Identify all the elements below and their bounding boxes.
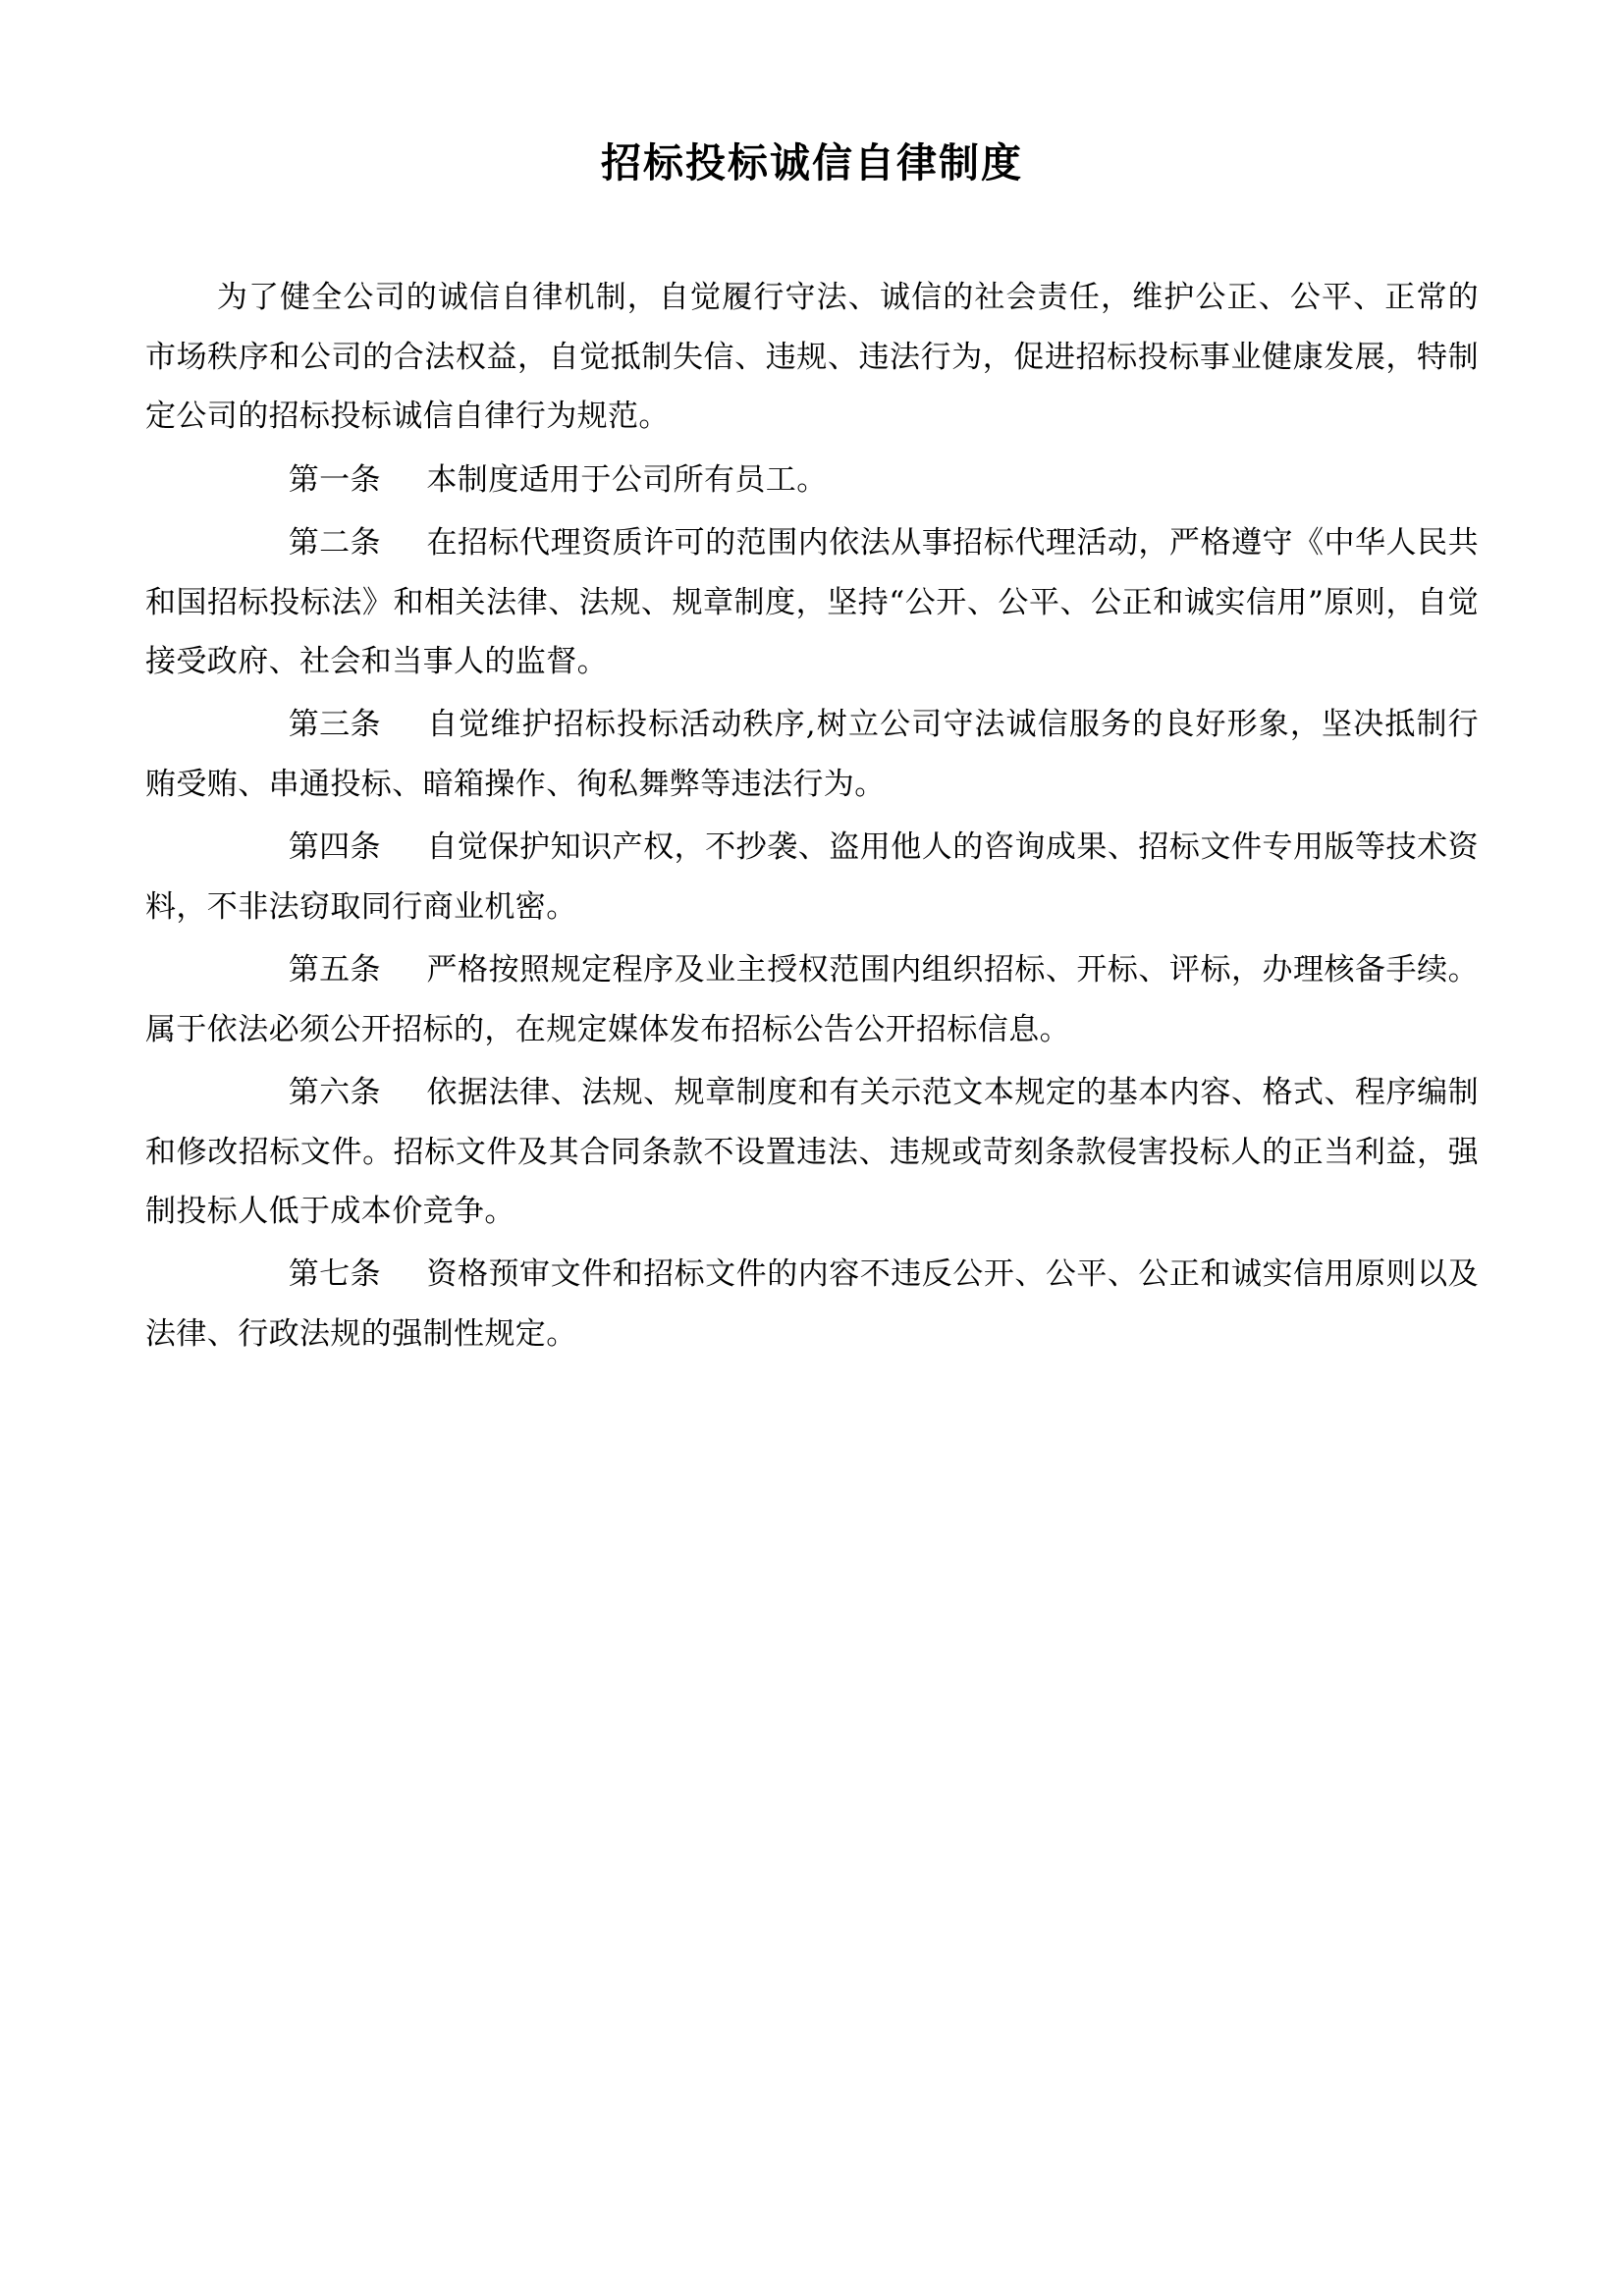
article-6-label: 第六条 [288,1075,381,1111]
article-3-text: 自觉维护招标投标活动秩序,树立公司守法诚信服务的良好形象，坚决抵制行贿受贿、串通投标、暗箱操作、徇私舞弊等违法行为。 [145,707,1479,802]
article-1-label: 第一条 [288,461,381,498]
article-4 [145,818,1479,936]
article-5-label: 第五条 [288,952,381,988]
article-4-text: 自觉保护知识产权，不抄袭、盗用他人的咨询成果、招标文件专用版等技术资料，不非法窃取同行商业机密。 [145,829,1479,925]
document-body [145,268,1479,1363]
intro-paragraph: 为了健全公司的诚信自律机制，自觉履行守法、诚信的社会责任，维护公正、公平、正常的市场秩序和公司的合法权益，自觉抵制失信、违规、违法行为，促进招标投标事业健康发展，特制定公司的招标投标诚信自律行为规范。 [145,280,1479,435]
article-1 [145,451,1479,509]
article-5-text: 严格按照规定程序及业主授权范围内组织招标、开标、评标，办理核备手续。属于依法必须公开招标的，在规定媒体发布招标公告公开招标信息。 [145,952,1479,1047]
article-1-text: 本制度适用于公司所有员工。 [426,461,828,498]
article-5 [145,940,1479,1059]
page-title: 招标投标诚信自律制度 [601,139,1023,187]
article-6-text: 依据法律、法规、规章制度和有关示范文本规定的基本内容、格式、程序编制和修改招标文件。招标文件及其合同条款不设置违法、违规或苛刻条款侵害投标人的正当利益，强制投标人低于成本价竞争。 [145,1075,1479,1229]
article-2-label: 第二条 [288,525,381,561]
article-7 [145,1245,1479,1363]
article-6 [145,1063,1479,1241]
article-3-label: 第三条 [288,707,381,743]
article-7-label: 第七条 [288,1256,381,1293]
article-4-label: 第四条 [288,829,381,866]
article-3 [145,695,1479,814]
article-2 [145,513,1479,691]
article-7-text: 资格预审文件和招标文件的内容不违反公开、公平、公正和诚实信用原则以及法律、行政法规的强制性规定。 [145,1256,1479,1352]
article-2-text: 在招标代理资质许可的范围内依法从事招标代理活动，严格遵守《中华人民共和国招标投标法》和相关法律、法规、规章制度，坚持“公开、公平、公正和诚实信用”原则，自觉接受政府、社会和当事人的监督。 [145,525,1479,680]
